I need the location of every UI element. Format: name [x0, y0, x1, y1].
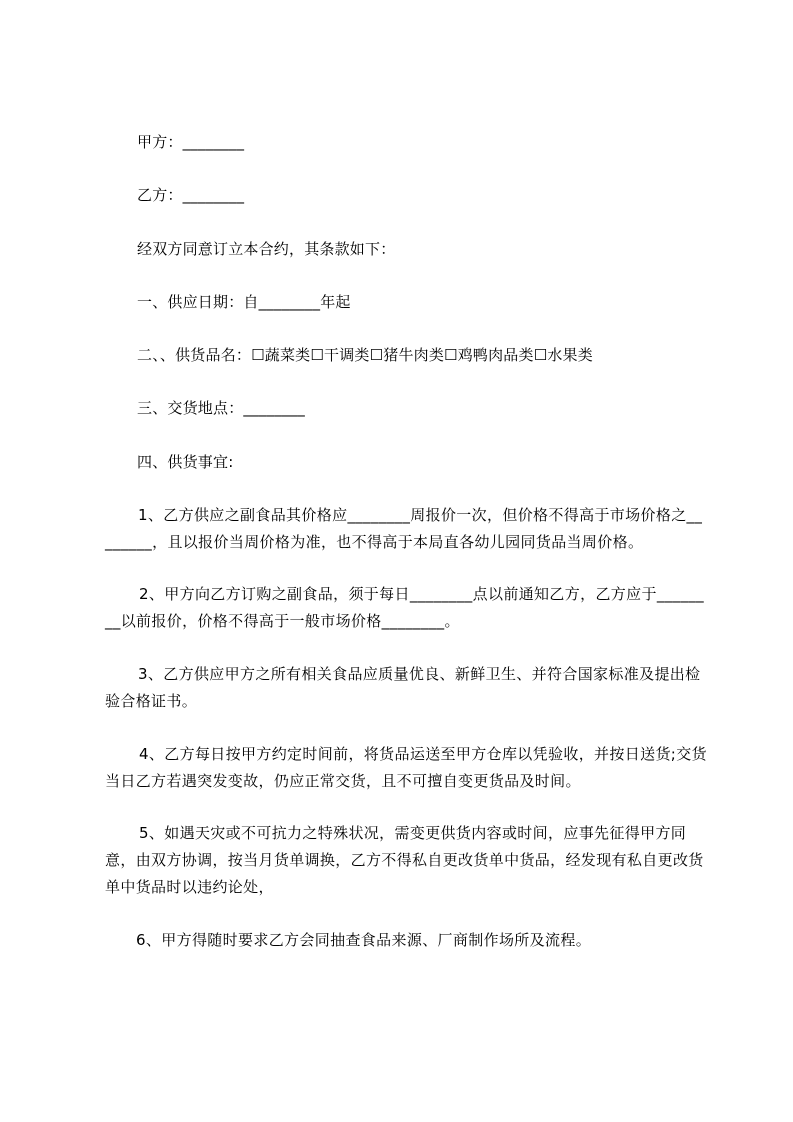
party-b-line: 乙方：________	[137, 186, 245, 204]
clause-delivery-location: 三、交货地点：________	[137, 399, 306, 417]
clause-goods-categories: 二、、供货品名：☐蔬菜类☐干调类☐猪牛肉类☐鸡鸭肉品类☐水果类	[137, 346, 593, 364]
supply-item-3: 3、乙方供应甲方之所有相关食品应质量优良、新鲜卫生、并符合国家标准及提出检验合格证书。	[105, 665, 701, 710]
supply-item-2: 2、甲方向乙方订购之副食品，须于每日________点以前通知乙方，乙方应于________以前报价，价格不得高于一般市场价格________。	[105, 585, 704, 630]
intro-line: 经双方同意订立本合约，其条款如下：	[137, 240, 396, 258]
supply-item-6: 6、甲方得随时要求乙方会同抽查食品来源、厂商制作场所及流程。	[136, 931, 592, 949]
clause-supply-matters: 四、供货事宜:	[137, 453, 234, 471]
supply-item-5: 5、如遇天灾或不可抗力之特殊状况，需变更供货内容或时间，应事先征得甲方同意，由双方协调，按当月货单调换，乙方不得私自更改货单中货品，经发现有私自更改货单中货品时以违约论处，	[105, 824, 704, 896]
supply-item-4: 4、乙方每日按甲方约定时间前，将货品运送至甲方仓库以凭验收，并按日送货;交货当日乙方若遇突发变故，仍应正常交货，且不可擅自变更货品及时间。	[105, 745, 707, 790]
clause-supply-date: 一、供应日期：自________年起	[137, 293, 351, 311]
supply-item-1: 1、乙方供应之副食品其价格应________周报价一次，但价格不得高于市场价格之________，且以报价当周价格为准，也不得高于本局直各幼儿园同货品当周价格。	[105, 506, 703, 551]
party-a-line: 甲方：________	[137, 133, 245, 151]
